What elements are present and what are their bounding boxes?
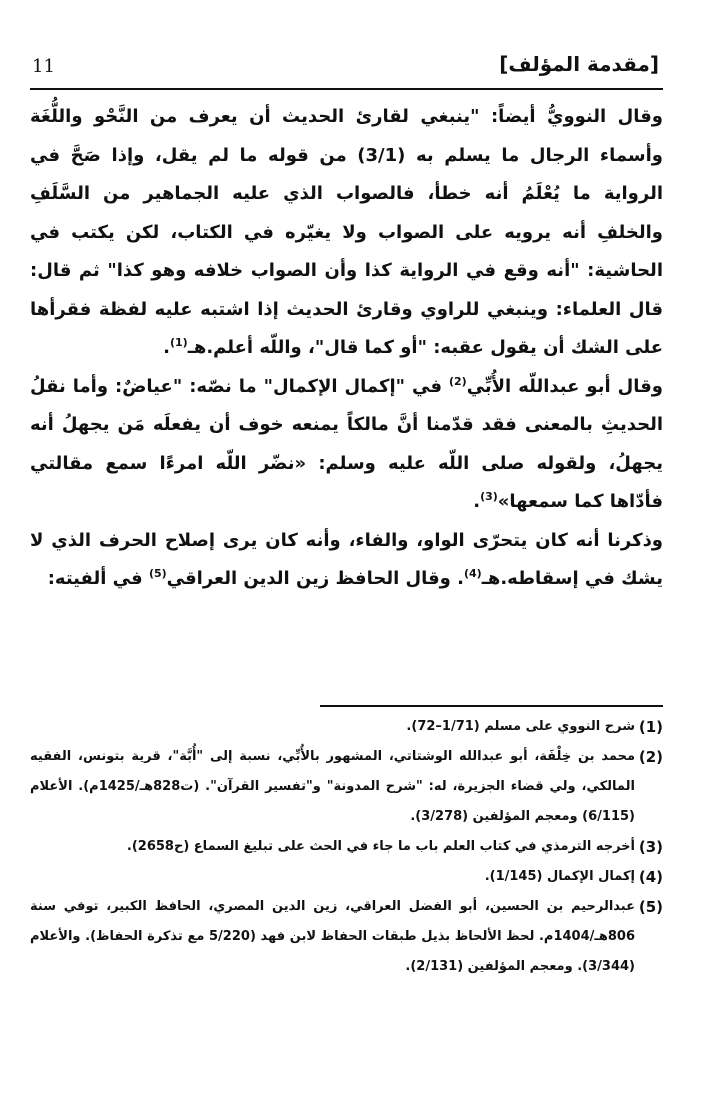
footnote-reference[interactable]: (2)	[448, 374, 467, 388]
header-rule	[30, 88, 663, 90]
footnote-number: (2)	[638, 748, 663, 766]
footnote-number: (5)	[638, 898, 663, 916]
footnote-number: (3)	[638, 838, 663, 856]
body-text-run: . وقال الحافظ زين الدين العراقي	[166, 568, 464, 589]
footnote-number: (1)	[638, 718, 663, 736]
footnote-reference[interactable]: (4)	[463, 567, 482, 580]
footnote-text: أخرجه الترمذي في كتاب العلم باب ما جاء في الحث على تبليغ السماع (ح2658).	[126, 839, 635, 854]
body-text-run: وقال النوويُّ أيضاً: "ينبغي لقارئ الحديث أن يعرف من النَّحْو واللُّغَة وأسماء الرجال ما يسلم به (3/1) من قوله ما لم يقل، وإذا صَحَّ في الرواية ما يُعْلَمُ أنه خطأ، فالصواب الذي عليه الجماهير من السَّلَفِ والخلفِ أنه يرويه على الصواب ولا يغيّره في الكتاب، لكن يكتب في الحاشية: "أنه وقع في الرواية كذا وأن الصواب خلافه وهو كذا" ثم قال: قال العلماء: وينبغي للراوي وقارئ الحديث إذا اشتبه عليه لفظة فقرأها على الشك أن يقول عقبه: "أو كما قال"، واللّه أعلم.هـ	[30, 106, 663, 358]
body-text-run: .	[473, 491, 481, 512]
footnote-item	[30, 892, 663, 982]
footnote-separator	[320, 705, 663, 707]
body-paragraph	[30, 98, 663, 368]
body-text-run: وذكرنا أنه كان يتحرّى الواو، والفاء، وأنه كان يرى إصلاح الحرف الذي لا يشك في إسقاطه.هـ	[30, 529, 663, 589]
footnote-text: محمد بن خِلْفَة، أبو عبدالله الوشتاتي، المشهور بالأُبِّي، نسبة إلى "أُبَّة"، قرية بتونس، الفقيه المالكي، ولي قضاء الجزيرة، له: "شرح المدونة" و"تفسير القرآن". (ت828هـ/1425م). الأعلام (6/115) ومعجم المؤلفين (3/278).	[30, 749, 635, 824]
page-number: 11	[32, 56, 55, 77]
footnote-text: إكمال الإكمال (1/145).	[484, 869, 635, 884]
footnote-item	[30, 712, 663, 742]
footnote-reference[interactable]: (5)	[148, 567, 167, 580]
footnote-item	[30, 862, 663, 892]
footnote-text: شرح النووي على مسلم (1/71–72).	[406, 719, 635, 734]
body-text-run: .	[163, 337, 170, 358]
body-paragraph	[30, 522, 663, 599]
page-header	[32, 52, 659, 86]
footnote-reference[interactable]: (1)	[169, 336, 188, 349]
body-text-run: في ألفيته:	[47, 568, 149, 589]
body-paragraph	[30, 368, 663, 522]
main-text	[30, 98, 663, 599]
body-text-run: في "إكمال الإكمال" ما نصّه: "عياضٌ: وأما نقلُ الحديثِ بالمعنى فقد قدّمنا أنَّ مالكاً يمنعه خوف أن يفعلَه مَن يجهلُ أنه يجهلُ، ولقوله صلى اللّه عليه وسلم: «نضّر اللّه امرءًا سمع مقالتي فأدّاها كما سمعها»	[30, 375, 663, 512]
body-text-run: وقال أبو عبداللّه الأُبِّي	[466, 375, 663, 397]
running-title: [مقدمة المؤلف]	[499, 52, 659, 76]
footnote-item	[30, 832, 663, 862]
footnote-text: عبدالرحيم بن الحسين، أبو الفضل العراقي، زين الدين المصري، الحافظ الكبير، توفي سنة 806هـ/1404م. لحظ الألحاظ بذيل طبقات الحفاظ لابن فهد (5/220 مع تذكرة الحفاظ). والأعلام (3/344). ومعجم المؤلفين (2/131).	[30, 899, 635, 974]
footnote-reference[interactable]: (3)	[480, 490, 498, 503]
footnote-number: (4)	[638, 868, 663, 886]
footnote-item	[30, 742, 663, 832]
footnotes	[30, 712, 663, 982]
